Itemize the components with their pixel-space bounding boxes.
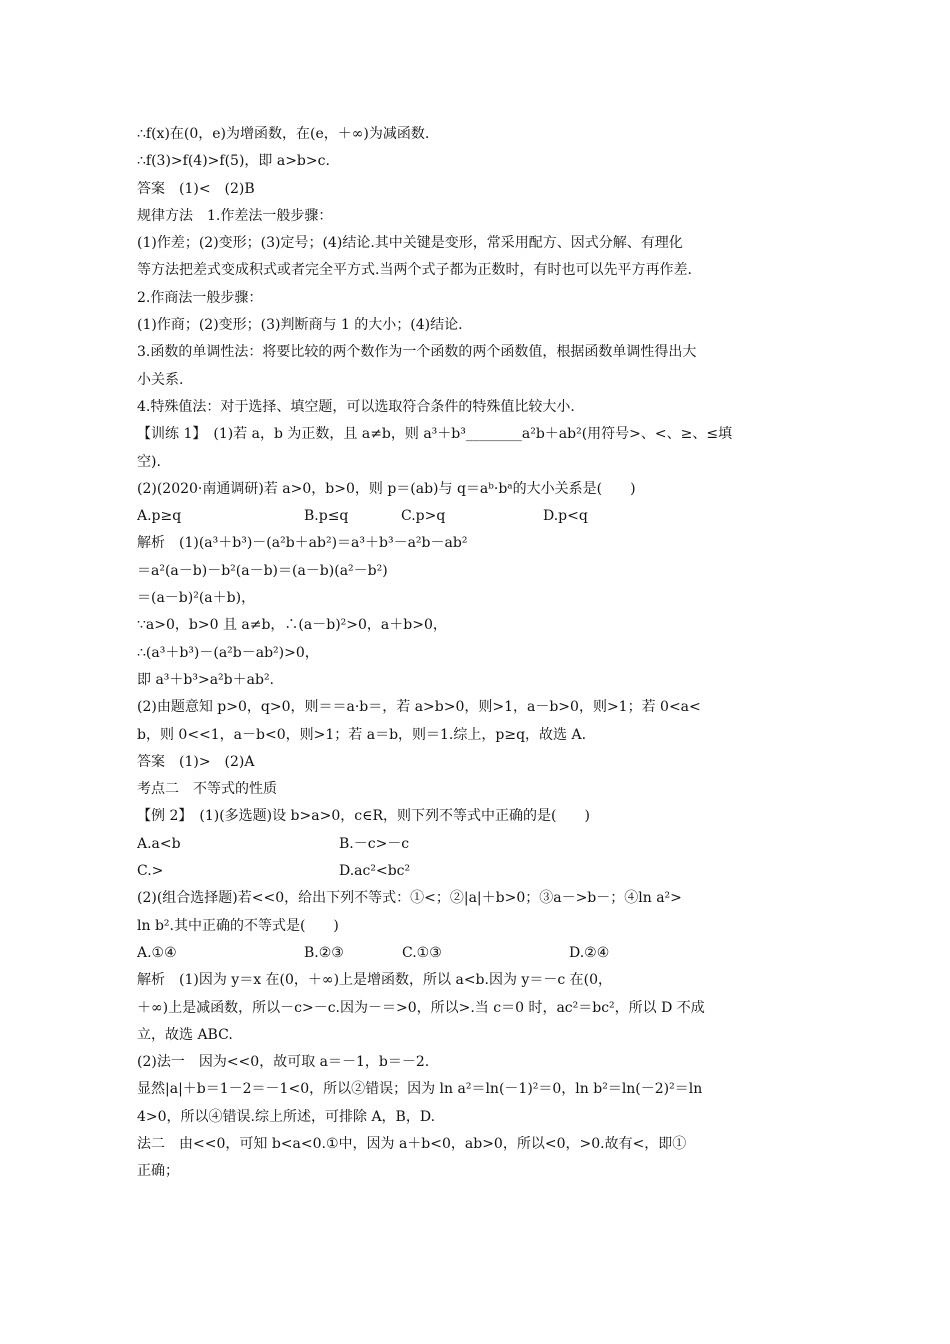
option-a: A.a<b [137, 835, 181, 852]
solution-line: ＝(a－b)²(a＋b)， [137, 590, 256, 607]
answer-line: 答案 (1)< (2)B [137, 180, 255, 197]
solution-line: 4>0，所以④错误.综上所述，可排除 A，B，D. [137, 1108, 436, 1125]
option-c: C.> [137, 863, 164, 880]
question-line: ln b².其中正确的不等式是( ) [137, 917, 339, 934]
options-row [137, 940, 817, 967]
section-heading: 考点二 不等式的性质 [137, 781, 277, 798]
options-row [137, 831, 817, 858]
text-line: ∴f(x)在(0，e)为增函数，在(e，＋∞)为减函数. [137, 126, 430, 142]
solution-line: (2)法一 因为<<0，故可取 a＝－1，b＝－2. [137, 1054, 430, 1071]
solution-line: 解析 (1)(a³＋b³)－(a²b＋ab²)＝a³＋b³－a²b－ab² [137, 535, 468, 552]
solution-line: 正确； [137, 1163, 179, 1180]
option-b: B.②③ [304, 944, 344, 961]
solution-line: ∴(a³＋b³)－(a²b－ab²)>0， [137, 644, 319, 661]
text-line: (1)作差；(2)变形；(3)定号；(4)结论.其中关键是变形，常采用配方、因式分解、有理化 [137, 235, 683, 252]
question-line: (2)(2020·南通调研)若 a>0，b>0，则 p＝(ab)与 q＝aᵇ·bᵃ的大小关系是( ) [137, 480, 636, 497]
solution-line: ∵a>0，b>0 且 a≠b，∴(a－b)²>0，a＋b>0， [137, 617, 447, 634]
text-line: ∴f(3)>f(4)>f(5)，即 a>b>c. [137, 153, 330, 170]
solution-line: 立，故选 ABC. [137, 1026, 233, 1043]
option-a: A.p≥q [137, 508, 182, 525]
option-c: C.p>q [401, 508, 446, 525]
question-line: (2)(组合选择题)若<<0，给出下列不等式：①<；②|a|＋b>0；③a－>b－；④ln a²> [137, 890, 682, 907]
text-line: 等方法把差式变成积式或者完全平方式.当两个式子都为正数时，有时也可以先平方再作差. [137, 262, 692, 279]
text-line: 空). [137, 453, 161, 470]
options-row [137, 503, 817, 530]
method-heading: 规律方法 1.作差法一般步骤： [137, 207, 333, 224]
solution-line: 显然|a|＋b＝1－2＝－1<0，所以②错误；因为 ln a²＝ln(－1)²＝0，ln b²＝ln(－2)²＝ln [137, 1081, 703, 1098]
solution-line: ＝a²(a－b)－b²(a－b)＝(a－b)(a²－b²) [137, 562, 388, 579]
text-line: 3.函数的单调性法：将要比较的两个数作为一个函数的两个函数值，根据函数单调性得出大 [137, 344, 697, 361]
document-page [137, 121, 817, 1186]
text-line: 4.特殊值法：对于选择、填空题，可以选取符合条件的特殊值比较大小. [137, 398, 575, 415]
solution-line: ＋∞)上是减函数，所以－c>－c.因为－＝>0，所以>.当 c＝0 时，ac²＝bc²，所以 D 不成 [137, 999, 705, 1016]
text-line: 小关系. [137, 371, 184, 388]
example-line: 【例 2】 (1)(多选题)设 b>a>0，c∈R，则下列不等式中正确的是( ) [137, 808, 590, 825]
option-c: C.①③ [402, 944, 442, 961]
answer-line: 答案 (1)> (2)A [137, 753, 255, 770]
options-row [137, 858, 817, 885]
text-line: 2.作商法一般步骤： [137, 289, 263, 306]
option-b: B.－c>－c [339, 835, 410, 852]
solution-line: 法二 由<<0，可知 b<a<0.①中，因为 a＋b<0，ab>0，所以<0，>0.故有<，即① [137, 1135, 687, 1152]
solution-line: 解析 (1)因为 y＝x 在(0，＋∞)上是增函数，所以 a<b.因为 y＝－c 在(0， [137, 972, 612, 989]
option-d: D.p<q [543, 508, 588, 525]
option-b: B.p≤q [304, 508, 349, 525]
exercise-line: 【训练 1】 (1)若 a，b 为正数，且 a≠b，则 a³＋b³________a²b＋ab²(用符号>、<、≥、≤填 [137, 426, 733, 443]
option-a: A.①④ [137, 944, 177, 961]
option-d: D.②④ [569, 944, 610, 961]
solution-line: 即 a³＋b³>a²b＋ab². [137, 671, 275, 688]
option-d: D.ac²<bc² [339, 863, 411, 880]
solution-line: (2)由题意知 p>0，q>0，则＝＝a·b＝，若 a>b>0，则>1，a－b>0，则>1；若 0<a< [137, 699, 701, 716]
text-line: (1)作商；(2)变形；(3)判断商与 1 的大小；(4)结论. [137, 317, 463, 334]
solution-line: b，则 0<<1，a－b<0，则>1；若 a＝b，则＝1.综上，p≥q，故选 A. [137, 726, 587, 743]
